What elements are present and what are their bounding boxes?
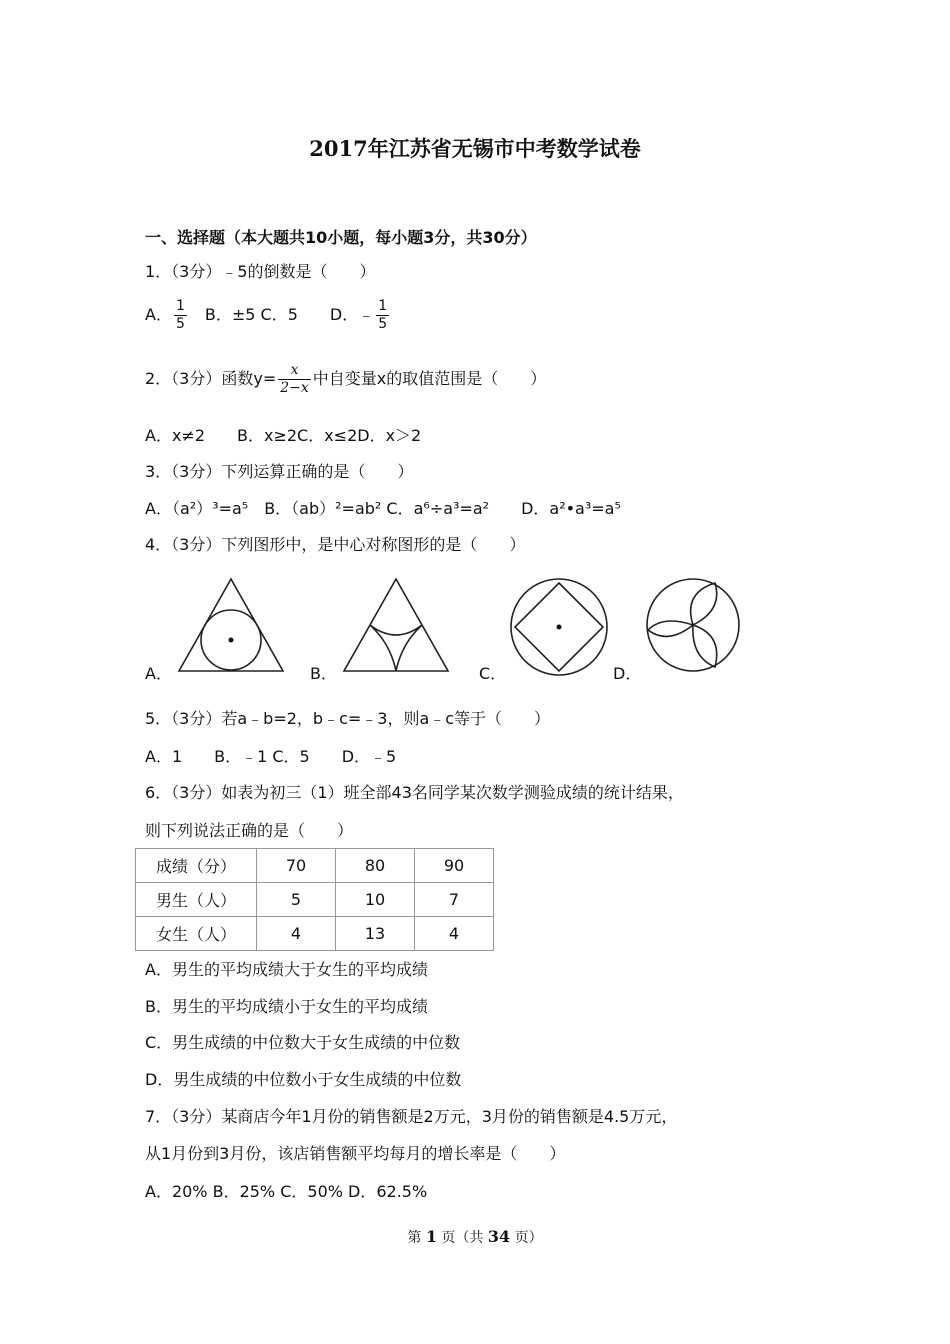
fraction-denominator: 5 — [175, 316, 185, 332]
q4-label-b: B． — [310, 664, 337, 683]
q6-option-c: C．男生成绩的中位数大于女生成绩的中位数 — [145, 1033, 461, 1052]
fraction-numerator: 1 — [175, 298, 185, 314]
q6-option-a: A．男生的平均成绩大于女生的平均成绩 — [145, 960, 428, 979]
page-footer — [0, 1227, 950, 1247]
q6-stem-line1: 6．（3分）如表为初三（1）班全部43名同学某次数学测验成绩的统计结果， — [145, 783, 684, 802]
q2-options: A．x≠2 B．x≥2C．x≤2D．x＞2 — [145, 426, 422, 445]
q3-stem: 3．（3分）下列运算正确的是（ ） — [145, 462, 414, 481]
table-cell: 80 — [336, 849, 415, 883]
score-table — [135, 848, 494, 951]
table-cell: 70 — [257, 849, 336, 883]
fraction-denominator: 5 — [378, 316, 388, 332]
q1-a-label: A． — [145, 305, 172, 324]
q4-label-d: D． — [613, 664, 642, 683]
circle-with-three-petals-figure — [643, 575, 743, 675]
q1-d-fraction — [376, 298, 389, 333]
q3-options: A．（a²）³=a⁵ B．（ab）²=ab² C．a⁶÷a³=a² D．a²•a³=a⁵ — [145, 499, 621, 518]
q4-stem: 4．（3分）下列图形中，是中心对称图形的是（ ） — [145, 535, 526, 554]
page-number: 1 — [425, 1227, 437, 1246]
footer-post: 页） — [510, 1230, 543, 1246]
fraction-numerator: x — [278, 362, 311, 380]
table-cell: 90 — [415, 849, 494, 883]
table-row — [136, 917, 494, 951]
q2-stem-post: 中自变量x的取值范围是（ ） — [312, 369, 547, 388]
q4-label-a: A． — [145, 664, 172, 683]
table-cell: 4 — [257, 917, 336, 951]
q7-stem-line2: 从1月份到3月份，该店销售额平均每月的增长率是（ ） — [145, 1144, 566, 1163]
table-cell: 男生（人） — [136, 883, 257, 917]
q6-option-d: D．男生成绩的中位数小于女生成绩的中位数 — [145, 1070, 462, 1089]
q1-a-fraction — [174, 298, 187, 333]
table-row — [136, 883, 494, 917]
q6-option-b: B．男生的平均成绩小于女生的平均成绩 — [145, 997, 428, 1016]
page-title: 2017年江苏省无锡市中考数学试卷 — [309, 136, 641, 161]
footer-pre: 第 — [407, 1230, 426, 1246]
table-cell: 女生（人） — [136, 917, 257, 951]
triangle-with-incircle-figure — [175, 575, 287, 675]
circle-with-square-figure — [507, 575, 611, 679]
table-cell: 4 — [415, 917, 494, 951]
triangle-with-arcs-figure — [340, 575, 452, 675]
q1-bcd: B．±5 C．5 D．﹣ — [188, 305, 375, 324]
section-heading: 一、选择题（本大题共10小题，每小题3分，共30分） — [145, 228, 537, 247]
q2-stem-pre: 2．（3分）函数y= — [145, 369, 277, 388]
total-pages: 34 — [487, 1227, 511, 1246]
table-cell: 13 — [336, 917, 415, 951]
q6-stem-line2: 则下列说法正确的是（ ） — [145, 821, 354, 840]
q4-label-c: C． — [479, 664, 507, 683]
q5-options: A．1 B．﹣1 C．5 D．﹣5 — [145, 747, 397, 766]
footer-mid: 页（共 — [436, 1230, 488, 1246]
q1-stem: 1．（3分）﹣5的倒数是（ ） — [145, 262, 376, 281]
table-cell: 5 — [257, 883, 336, 917]
q7-stem-line1: 7．（3分）某商店今年1月份的销售额是2万元，3月份的销售额是4.5万元， — [145, 1107, 678, 1126]
table-cell: 7 — [415, 883, 494, 917]
q1-options — [145, 298, 391, 333]
fraction-denominator: 2−x — [280, 380, 309, 396]
table-cell: 成绩（分） — [136, 849, 257, 883]
q7-options: A．20% B．25% C．50% D．62.5% — [145, 1182, 428, 1201]
q2-stem — [145, 362, 546, 397]
q4-figures — [145, 575, 795, 685]
table-cell: 10 — [336, 883, 415, 917]
q5-stem: 5．（3分）若a﹣b=2，b﹣c=﹣3，则a﹣c等于（ ） — [145, 709, 551, 728]
fraction-numerator: 1 — [378, 298, 388, 314]
q2-fraction — [278, 362, 311, 397]
table-row — [136, 849, 494, 883]
